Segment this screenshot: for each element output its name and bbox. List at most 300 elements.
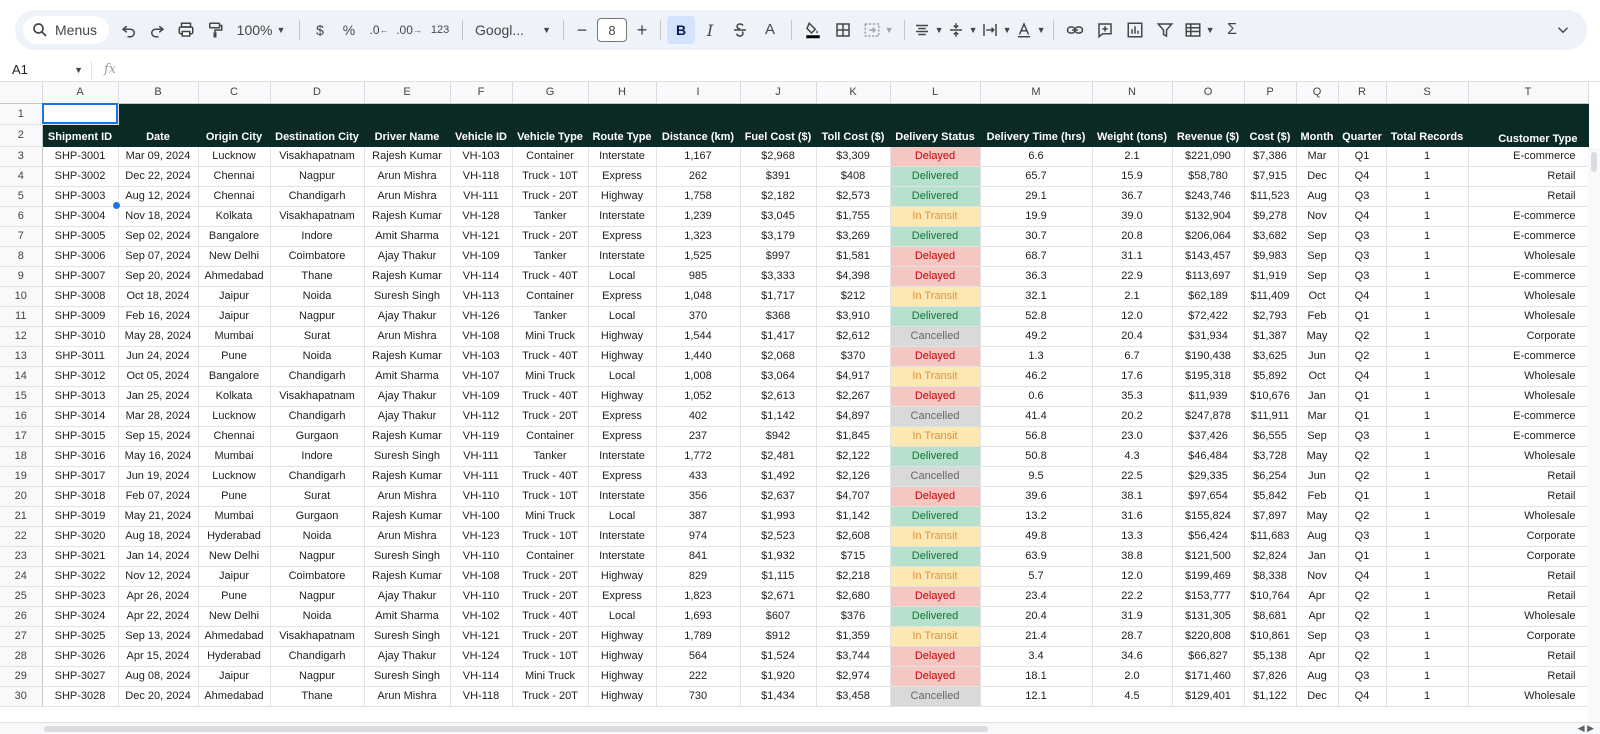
status-cell[interactable]: In Transit <box>890 626 980 646</box>
data-cell[interactable]: $2,218 <box>816 566 890 586</box>
column-title[interactable]: Total Records <box>1386 124 1468 146</box>
data-cell[interactable]: SHP-3002 <box>42 166 118 186</box>
data-cell[interactable]: 1 <box>1386 426 1468 446</box>
data-cell[interactable]: $1,920 <box>740 666 816 686</box>
data-cell[interactable]: 402 <box>656 406 740 426</box>
data-cell[interactable]: Wholesale <box>1468 386 1588 406</box>
status-cell[interactable]: Delayed <box>890 146 980 166</box>
data-cell[interactable]: Truck - 20T <box>512 566 588 586</box>
data-cell[interactable]: Highway <box>588 386 656 406</box>
data-cell[interactable]: $1,932 <box>740 546 816 566</box>
data-cell[interactable]: Chandigarh <box>270 366 364 386</box>
status-cell[interactable]: In Transit <box>890 366 980 386</box>
data-cell[interactable]: 6.6 <box>980 146 1092 166</box>
data-cell[interactable]: 1,048 <box>656 286 740 306</box>
data-cell[interactable]: May <box>1296 326 1338 346</box>
data-cell[interactable]: VH-126 <box>450 306 512 326</box>
status-cell[interactable]: In Transit <box>890 286 980 306</box>
data-cell[interactable]: $1,919 <box>1244 266 1296 286</box>
data-cell[interactable]: 5.7 <box>980 566 1092 586</box>
data-cell[interactable]: 829 <box>656 566 740 586</box>
data-cell[interactable]: SHP-3019 <box>42 506 118 526</box>
data-cell[interactable]: Chandigarh <box>270 406 364 426</box>
column-title[interactable]: Quarter <box>1338 124 1386 146</box>
data-cell[interactable]: Q2 <box>1338 506 1386 526</box>
merge-cells-button[interactable] <box>858 16 898 44</box>
data-cell[interactable]: Retail <box>1468 466 1588 486</box>
status-cell[interactable]: Delivered <box>890 166 980 186</box>
data-cell[interactable]: $155,824 <box>1172 506 1244 526</box>
column-header-l[interactable]: L <box>890 82 980 103</box>
data-cell[interactable]: Feb 16, 2024 <box>118 306 198 326</box>
data-cell[interactable]: Ajay Thakur <box>364 386 450 406</box>
data-cell[interactable]: $7,386 <box>1244 146 1296 166</box>
data-cell[interactable]: Truck - 40T <box>512 386 588 406</box>
column-header-p[interactable]: P <box>1244 82 1296 103</box>
selection-handle[interactable] <box>112 201 121 210</box>
data-cell[interactable]: 1 <box>1386 386 1468 406</box>
data-cell[interactable]: 1 <box>1386 146 1468 166</box>
status-cell[interactable]: Cancelled <box>890 326 980 346</box>
data-cell[interactable]: SHP-3009 <box>42 306 118 326</box>
column-title[interactable]: Revenue ($) <box>1172 124 1244 146</box>
data-cell[interactable]: $1,524 <box>740 646 816 666</box>
data-cell[interactable]: Q1 <box>1338 406 1386 426</box>
data-cell[interactable]: Chennai <box>198 186 270 206</box>
data-cell[interactable]: Oct 05, 2024 <box>118 366 198 386</box>
data-cell[interactable]: Visakhapatnam <box>270 386 364 406</box>
currency-format-button[interactable] <box>306 16 334 44</box>
percent-format-button[interactable] <box>334 16 364 44</box>
data-cell[interactable]: Visakhapatnam <box>270 206 364 226</box>
data-cell[interactable]: Tanker <box>512 206 588 226</box>
data-cell[interactable]: $3,045 <box>740 206 816 226</box>
data-cell[interactable]: $6,555 <box>1244 426 1296 446</box>
column-header-t[interactable]: T <box>1468 82 1588 103</box>
data-cell[interactable]: VH-114 <box>450 666 512 686</box>
data-cell[interactable]: Sep <box>1296 266 1338 286</box>
data-cell[interactable]: 36.7 <box>1092 186 1172 206</box>
data-cell[interactable]: $143,457 <box>1172 246 1244 266</box>
data-cell[interactable]: VH-109 <box>450 246 512 266</box>
data-cell[interactable]: $7,897 <box>1244 506 1296 526</box>
data-cell[interactable]: $97,654 <box>1172 486 1244 506</box>
data-cell[interactable]: Arun Mishra <box>364 326 450 346</box>
data-cell[interactable]: SHP-3026 <box>42 646 118 666</box>
data-cell[interactable]: Corporate <box>1468 526 1588 546</box>
data-cell[interactable]: Sep 15, 2024 <box>118 426 198 446</box>
row-number[interactable]: 27 <box>0 626 42 646</box>
row-number[interactable]: 9 <box>0 266 42 286</box>
data-cell[interactable]: 1,008 <box>656 366 740 386</box>
data-cell[interactable]: 1,323 <box>656 226 740 246</box>
data-cell[interactable]: Sep <box>1296 426 1338 446</box>
data-cell[interactable]: 22.5 <box>1092 466 1172 486</box>
data-cell[interactable]: $2,523 <box>740 526 816 546</box>
data-cell[interactable]: 22.9 <box>1092 266 1172 286</box>
data-cell[interactable]: Truck - 10T <box>512 166 588 186</box>
data-cell[interactable]: Q3 <box>1338 186 1386 206</box>
header-cell-top[interactable] <box>1386 103 1468 124</box>
data-cell[interactable]: 4.3 <box>1092 446 1172 466</box>
data-cell[interactable]: Jan <box>1296 546 1338 566</box>
data-cell[interactable]: Local <box>588 366 656 386</box>
font-family-select[interactable] <box>469 16 557 44</box>
data-cell[interactable]: $220,808 <box>1172 626 1244 646</box>
data-cell[interactable]: $1,434 <box>740 686 816 706</box>
data-cell[interactable]: Hyderabad <box>198 526 270 546</box>
data-cell[interactable]: 1 <box>1386 186 1468 206</box>
data-cell[interactable]: Amit Sharma <box>364 606 450 626</box>
data-cell[interactable]: $132,904 <box>1172 206 1244 226</box>
data-cell[interactable]: 12.0 <box>1092 306 1172 326</box>
column-header-q[interactable]: Q <box>1296 82 1338 103</box>
vertical-scrollbar[interactable] <box>1588 148 1600 722</box>
data-cell[interactable]: Interstate <box>588 246 656 266</box>
data-cell[interactable]: Q4 <box>1338 566 1386 586</box>
data-cell[interactable]: Sep <box>1296 246 1338 266</box>
decrease-font-size-button[interactable] <box>570 16 594 44</box>
data-cell[interactable]: Express <box>588 466 656 486</box>
data-cell[interactable]: Interstate <box>588 546 656 566</box>
data-cell[interactable]: Jun 19, 2024 <box>118 466 198 486</box>
data-cell[interactable]: VH-128 <box>450 206 512 226</box>
redo-button[interactable] <box>143 16 171 44</box>
data-cell[interactable]: 1 <box>1386 546 1468 566</box>
data-cell[interactable]: 3.4 <box>980 646 1092 666</box>
data-cell[interactable]: 20.2 <box>1092 406 1172 426</box>
header-cell-top[interactable] <box>740 103 816 124</box>
data-cell[interactable]: Oct <box>1296 286 1338 306</box>
data-cell[interactable]: Aug <box>1296 666 1338 686</box>
row-number[interactable]: 22 <box>0 526 42 546</box>
column-header-g[interactable]: G <box>512 82 588 103</box>
bold-button[interactable] <box>667 16 695 44</box>
row-number[interactable]: 8 <box>0 246 42 266</box>
data-cell[interactable]: 1 <box>1386 446 1468 466</box>
data-cell[interactable]: Retail <box>1468 666 1588 686</box>
data-cell[interactable]: $997 <box>740 246 816 266</box>
header-cell-top[interactable] <box>588 103 656 124</box>
data-cell[interactable]: Visakhapatnam <box>270 626 364 646</box>
data-cell[interactable]: 1,440 <box>656 346 740 366</box>
data-cell[interactable]: 49.2 <box>980 326 1092 346</box>
data-cell[interactable]: $1,492 <box>740 466 816 486</box>
row-number[interactable]: 25 <box>0 586 42 606</box>
data-cell[interactable]: $56,424 <box>1172 526 1244 546</box>
data-cell[interactable]: $8,681 <box>1244 606 1296 626</box>
data-cell[interactable]: Aug 08, 2024 <box>118 666 198 686</box>
data-cell[interactable]: 12.0 <box>1092 566 1172 586</box>
data-cell[interactable]: Jan 25, 2024 <box>118 386 198 406</box>
column-header-i[interactable]: I <box>656 82 740 103</box>
undo-button[interactable] <box>115 16 143 44</box>
data-cell[interactable]: Nov <box>1296 566 1338 586</box>
header-cell-top[interactable] <box>1296 103 1338 124</box>
data-cell[interactable]: $153,777 <box>1172 586 1244 606</box>
data-cell[interactable]: Express <box>588 586 656 606</box>
data-cell[interactable]: 1 <box>1386 286 1468 306</box>
data-cell[interactable]: SHP-3014 <box>42 406 118 426</box>
data-cell[interactable]: 985 <box>656 266 740 286</box>
data-cell[interactable]: Ahmedabad <box>198 266 270 286</box>
select-all-corner[interactable] <box>0 82 42 103</box>
data-cell[interactable]: Wholesale <box>1468 306 1588 326</box>
data-cell[interactable]: Wholesale <box>1468 366 1588 386</box>
data-cell[interactable]: $2,793 <box>1244 306 1296 326</box>
data-cell[interactable]: VH-111 <box>450 446 512 466</box>
column-title[interactable]: Origin City <box>198 124 270 146</box>
data-cell[interactable]: VH-114 <box>450 266 512 286</box>
column-header-c[interactable]: C <box>198 82 270 103</box>
data-cell[interactable]: 1,823 <box>656 586 740 606</box>
data-cell[interactable]: Rajesh Kumar <box>364 346 450 366</box>
data-cell[interactable]: New Delhi <box>198 246 270 266</box>
data-cell[interactable]: Q1 <box>1338 386 1386 406</box>
header-cell-top[interactable] <box>1172 103 1244 124</box>
data-cell[interactable]: VH-103 <box>450 146 512 166</box>
data-cell[interactable]: Noida <box>270 346 364 366</box>
data-cell[interactable]: 13.3 <box>1092 526 1172 546</box>
column-title[interactable]: Toll Cost ($) <box>816 124 890 146</box>
data-cell[interactable]: $2,068 <box>740 346 816 366</box>
data-cell[interactable]: VH-110 <box>450 486 512 506</box>
data-cell[interactable]: 564 <box>656 646 740 666</box>
data-cell[interactable]: Interstate <box>588 446 656 466</box>
data-cell[interactable]: VH-103 <box>450 346 512 366</box>
data-cell[interactable]: 1 <box>1386 166 1468 186</box>
data-cell[interactable]: VH-111 <box>450 466 512 486</box>
data-cell[interactable]: $1,359 <box>816 626 890 646</box>
data-cell[interactable]: Sep 02, 2024 <box>118 226 198 246</box>
data-cell[interactable]: 38.1 <box>1092 486 1172 506</box>
data-cell[interactable]: Dec <box>1296 166 1338 186</box>
header-cell-top[interactable] <box>816 103 890 124</box>
data-cell[interactable]: Express <box>588 426 656 446</box>
data-cell[interactable]: 18.1 <box>980 666 1092 686</box>
data-cell[interactable]: Gurgaon <box>270 506 364 526</box>
data-cell[interactable]: $9,983 <box>1244 246 1296 266</box>
status-cell[interactable]: Delayed <box>890 386 980 406</box>
data-cell[interactable]: Indore <box>270 226 364 246</box>
data-cell[interactable]: Chennai <box>198 426 270 446</box>
data-cell[interactable]: $3,064 <box>740 366 816 386</box>
data-cell[interactable]: 1,544 <box>656 326 740 346</box>
header-cell-top[interactable] <box>118 103 198 124</box>
column-header-n[interactable]: N <box>1092 82 1172 103</box>
decrease-decimal-button[interactable] <box>364 16 394 44</box>
data-cell[interactable]: $11,683 <box>1244 526 1296 546</box>
data-cell[interactable]: 237 <box>656 426 740 446</box>
status-cell[interactable]: Delivered <box>890 506 980 526</box>
row-number[interactable]: 15 <box>0 386 42 406</box>
data-cell[interactable]: 20.4 <box>1092 326 1172 346</box>
italic-button[interactable] <box>695 16 725 44</box>
data-cell[interactable]: 13.2 <box>980 506 1092 526</box>
data-cell[interactable]: 1 <box>1386 406 1468 426</box>
data-cell[interactable]: Oct <box>1296 366 1338 386</box>
row-number[interactable]: 18 <box>0 446 42 466</box>
data-cell[interactable]: 21.4 <box>980 626 1092 646</box>
data-cell[interactable]: Q3 <box>1338 526 1386 546</box>
data-cell[interactable]: $10,676 <box>1244 386 1296 406</box>
data-cell[interactable]: VH-118 <box>450 686 512 706</box>
data-cell[interactable]: 31.1 <box>1092 246 1172 266</box>
data-cell[interactable]: SHP-3003 <box>42 186 118 206</box>
data-cell[interactable]: $1,142 <box>816 506 890 526</box>
header-cell-top[interactable] <box>1244 103 1296 124</box>
data-cell[interactable]: Jun <box>1296 346 1338 366</box>
data-cell[interactable]: Nov <box>1296 206 1338 226</box>
status-cell[interactable]: Delivered <box>890 446 980 466</box>
data-cell[interactable]: $171,460 <box>1172 666 1244 686</box>
insert-chart-button[interactable] <box>1120 16 1150 44</box>
column-title[interactable]: Destination City <box>270 124 364 146</box>
data-cell[interactable]: 1,789 <box>656 626 740 646</box>
data-cell[interactable]: $2,680 <box>816 586 890 606</box>
data-cell[interactable]: Sep <box>1296 226 1338 246</box>
data-cell[interactable]: $10,861 <box>1244 626 1296 646</box>
text-wrapping-button[interactable] <box>979 16 1013 44</box>
data-cell[interactable]: Amit Sharma <box>364 226 450 246</box>
data-cell[interactable]: Nov 18, 2024 <box>118 206 198 226</box>
data-cell[interactable]: $66,827 <box>1172 646 1244 666</box>
data-cell[interactable]: Nagpur <box>270 546 364 566</box>
data-cell[interactable]: Pune <box>198 486 270 506</box>
data-cell[interactable]: $131,305 <box>1172 606 1244 626</box>
data-cell[interactable]: Surat <box>270 486 364 506</box>
data-cell[interactable]: Truck - 10T <box>512 646 588 666</box>
data-cell[interactable]: Q3 <box>1338 666 1386 686</box>
data-cell[interactable]: SHP-3024 <box>42 606 118 626</box>
data-cell[interactable]: Lucknow <box>198 406 270 426</box>
data-cell[interactable]: $3,744 <box>816 646 890 666</box>
font-size-field[interactable] <box>594 16 630 44</box>
status-cell[interactable]: Delivered <box>890 546 980 566</box>
data-cell[interactable]: Chandigarh <box>270 466 364 486</box>
status-cell[interactable]: Delivered <box>890 226 980 246</box>
data-cell[interactable]: Ajay Thakur <box>364 406 450 426</box>
data-cell[interactable]: 1 <box>1386 466 1468 486</box>
header-cell-top[interactable] <box>980 103 1092 124</box>
header-cell-top[interactable] <box>890 103 980 124</box>
status-cell[interactable]: Delayed <box>890 266 980 286</box>
data-cell[interactable]: SHP-3028 <box>42 686 118 706</box>
data-cell[interactable]: $243,746 <box>1172 186 1244 206</box>
data-cell[interactable]: VH-109 <box>450 386 512 406</box>
data-cell[interactable]: SHP-3005 <box>42 226 118 246</box>
data-cell[interactable]: Sep 20, 2024 <box>118 266 198 286</box>
data-cell[interactable]: $1,755 <box>816 206 890 226</box>
increase-decimal-button[interactable] <box>394 16 424 44</box>
data-cell[interactable]: $4,917 <box>816 366 890 386</box>
zoom-select[interactable] <box>229 16 293 44</box>
data-cell[interactable]: $11,911 <box>1244 406 1296 426</box>
number-format-button[interactable] <box>424 16 456 44</box>
data-cell[interactable]: Noida <box>270 286 364 306</box>
data-cell[interactable]: $7,826 <box>1244 666 1296 686</box>
data-cell[interactable]: Q1 <box>1338 546 1386 566</box>
data-cell[interactable]: Chandigarh <box>270 646 364 666</box>
data-cell[interactable]: Dec 20, 2024 <box>118 686 198 706</box>
data-cell[interactable]: Q2 <box>1338 466 1386 486</box>
data-cell[interactable]: $2,974 <box>816 666 890 686</box>
column-title[interactable]: Fuel Cost ($) <box>740 124 816 146</box>
column-title[interactable]: Cost ($) <box>1244 124 1296 146</box>
data-cell[interactable]: E-commerce <box>1468 206 1588 226</box>
column-header-e[interactable]: E <box>364 82 450 103</box>
data-cell[interactable]: Mini Truck <box>512 366 588 386</box>
data-cell[interactable]: 1,772 <box>656 446 740 466</box>
row-number[interactable]: 19 <box>0 466 42 486</box>
data-cell[interactable]: SHP-3023 <box>42 586 118 606</box>
data-cell[interactable]: Highway <box>588 646 656 666</box>
header-cell-top[interactable] <box>270 103 364 124</box>
data-cell[interactable]: $912 <box>740 626 816 646</box>
data-cell[interactable]: Local <box>588 606 656 626</box>
data-cell[interactable]: $199,469 <box>1172 566 1244 586</box>
data-cell[interactable]: 1 <box>1386 486 1468 506</box>
data-cell[interactable]: SHP-3011 <box>42 346 118 366</box>
data-cell[interactable]: Retail <box>1468 566 1588 586</box>
data-cell[interactable]: Corporate <box>1468 626 1588 646</box>
data-cell[interactable]: Container <box>512 426 588 446</box>
data-cell[interactable]: Jaipur <box>198 566 270 586</box>
data-cell[interactable]: $2,182 <box>740 186 816 206</box>
data-cell[interactable]: Suresh Singh <box>364 626 450 646</box>
data-cell[interactable]: Nov 12, 2024 <box>118 566 198 586</box>
column-header-k[interactable]: K <box>816 82 890 103</box>
data-cell[interactable]: $2,608 <box>816 526 890 546</box>
data-cell[interactable]: Apr 22, 2024 <box>118 606 198 626</box>
row-number[interactable]: 1 <box>0 103 42 124</box>
column-header-f[interactable]: F <box>450 82 512 103</box>
data-cell[interactable]: Dec 22, 2024 <box>118 166 198 186</box>
data-cell[interactable]: $4,398 <box>816 266 890 286</box>
data-cell[interactable]: Chennai <box>198 166 270 186</box>
vertical-align-button[interactable] <box>945 16 979 44</box>
data-cell[interactable]: Tanker <box>512 246 588 266</box>
data-cell[interactable]: Bangalore <box>198 366 270 386</box>
data-cell[interactable]: Q2 <box>1338 586 1386 606</box>
collapse-toolbar-button[interactable] <box>1549 16 1577 44</box>
data-cell[interactable]: $3,333 <box>740 266 816 286</box>
data-cell[interactable]: Jaipur <box>198 286 270 306</box>
header-cell-top[interactable] <box>364 103 450 124</box>
column-title[interactable]: Delivery Status <box>890 124 980 146</box>
data-cell[interactable]: 17.6 <box>1092 366 1172 386</box>
column-title[interactable]: Distance (km) <box>656 124 740 146</box>
data-cell[interactable]: Aug 18, 2024 <box>118 526 198 546</box>
data-cell[interactable]: $607 <box>740 606 816 626</box>
data-cell[interactable]: 1 <box>1386 506 1468 526</box>
data-cell[interactable]: $3,910 <box>816 306 890 326</box>
data-cell[interactable]: Thane <box>270 686 364 706</box>
data-cell[interactable]: Truck - 20T <box>512 626 588 646</box>
data-cell[interactable]: $31,934 <box>1172 326 1244 346</box>
data-cell[interactable]: Jun 24, 2024 <box>118 346 198 366</box>
data-cell[interactable]: Lucknow <box>198 146 270 166</box>
column-header-j[interactable]: J <box>740 82 816 103</box>
data-cell[interactable]: 4.5 <box>1092 686 1172 706</box>
data-cell[interactable]: Express <box>588 406 656 426</box>
column-title[interactable]: Delivery Time (hrs) <box>980 124 1092 146</box>
column-header-a[interactable]: A <box>42 82 118 103</box>
data-cell[interactable]: VH-110 <box>450 546 512 566</box>
status-cell[interactable]: In Transit <box>890 526 980 546</box>
data-cell[interactable]: Mumbai <box>198 506 270 526</box>
data-cell[interactable]: Feb <box>1296 306 1338 326</box>
